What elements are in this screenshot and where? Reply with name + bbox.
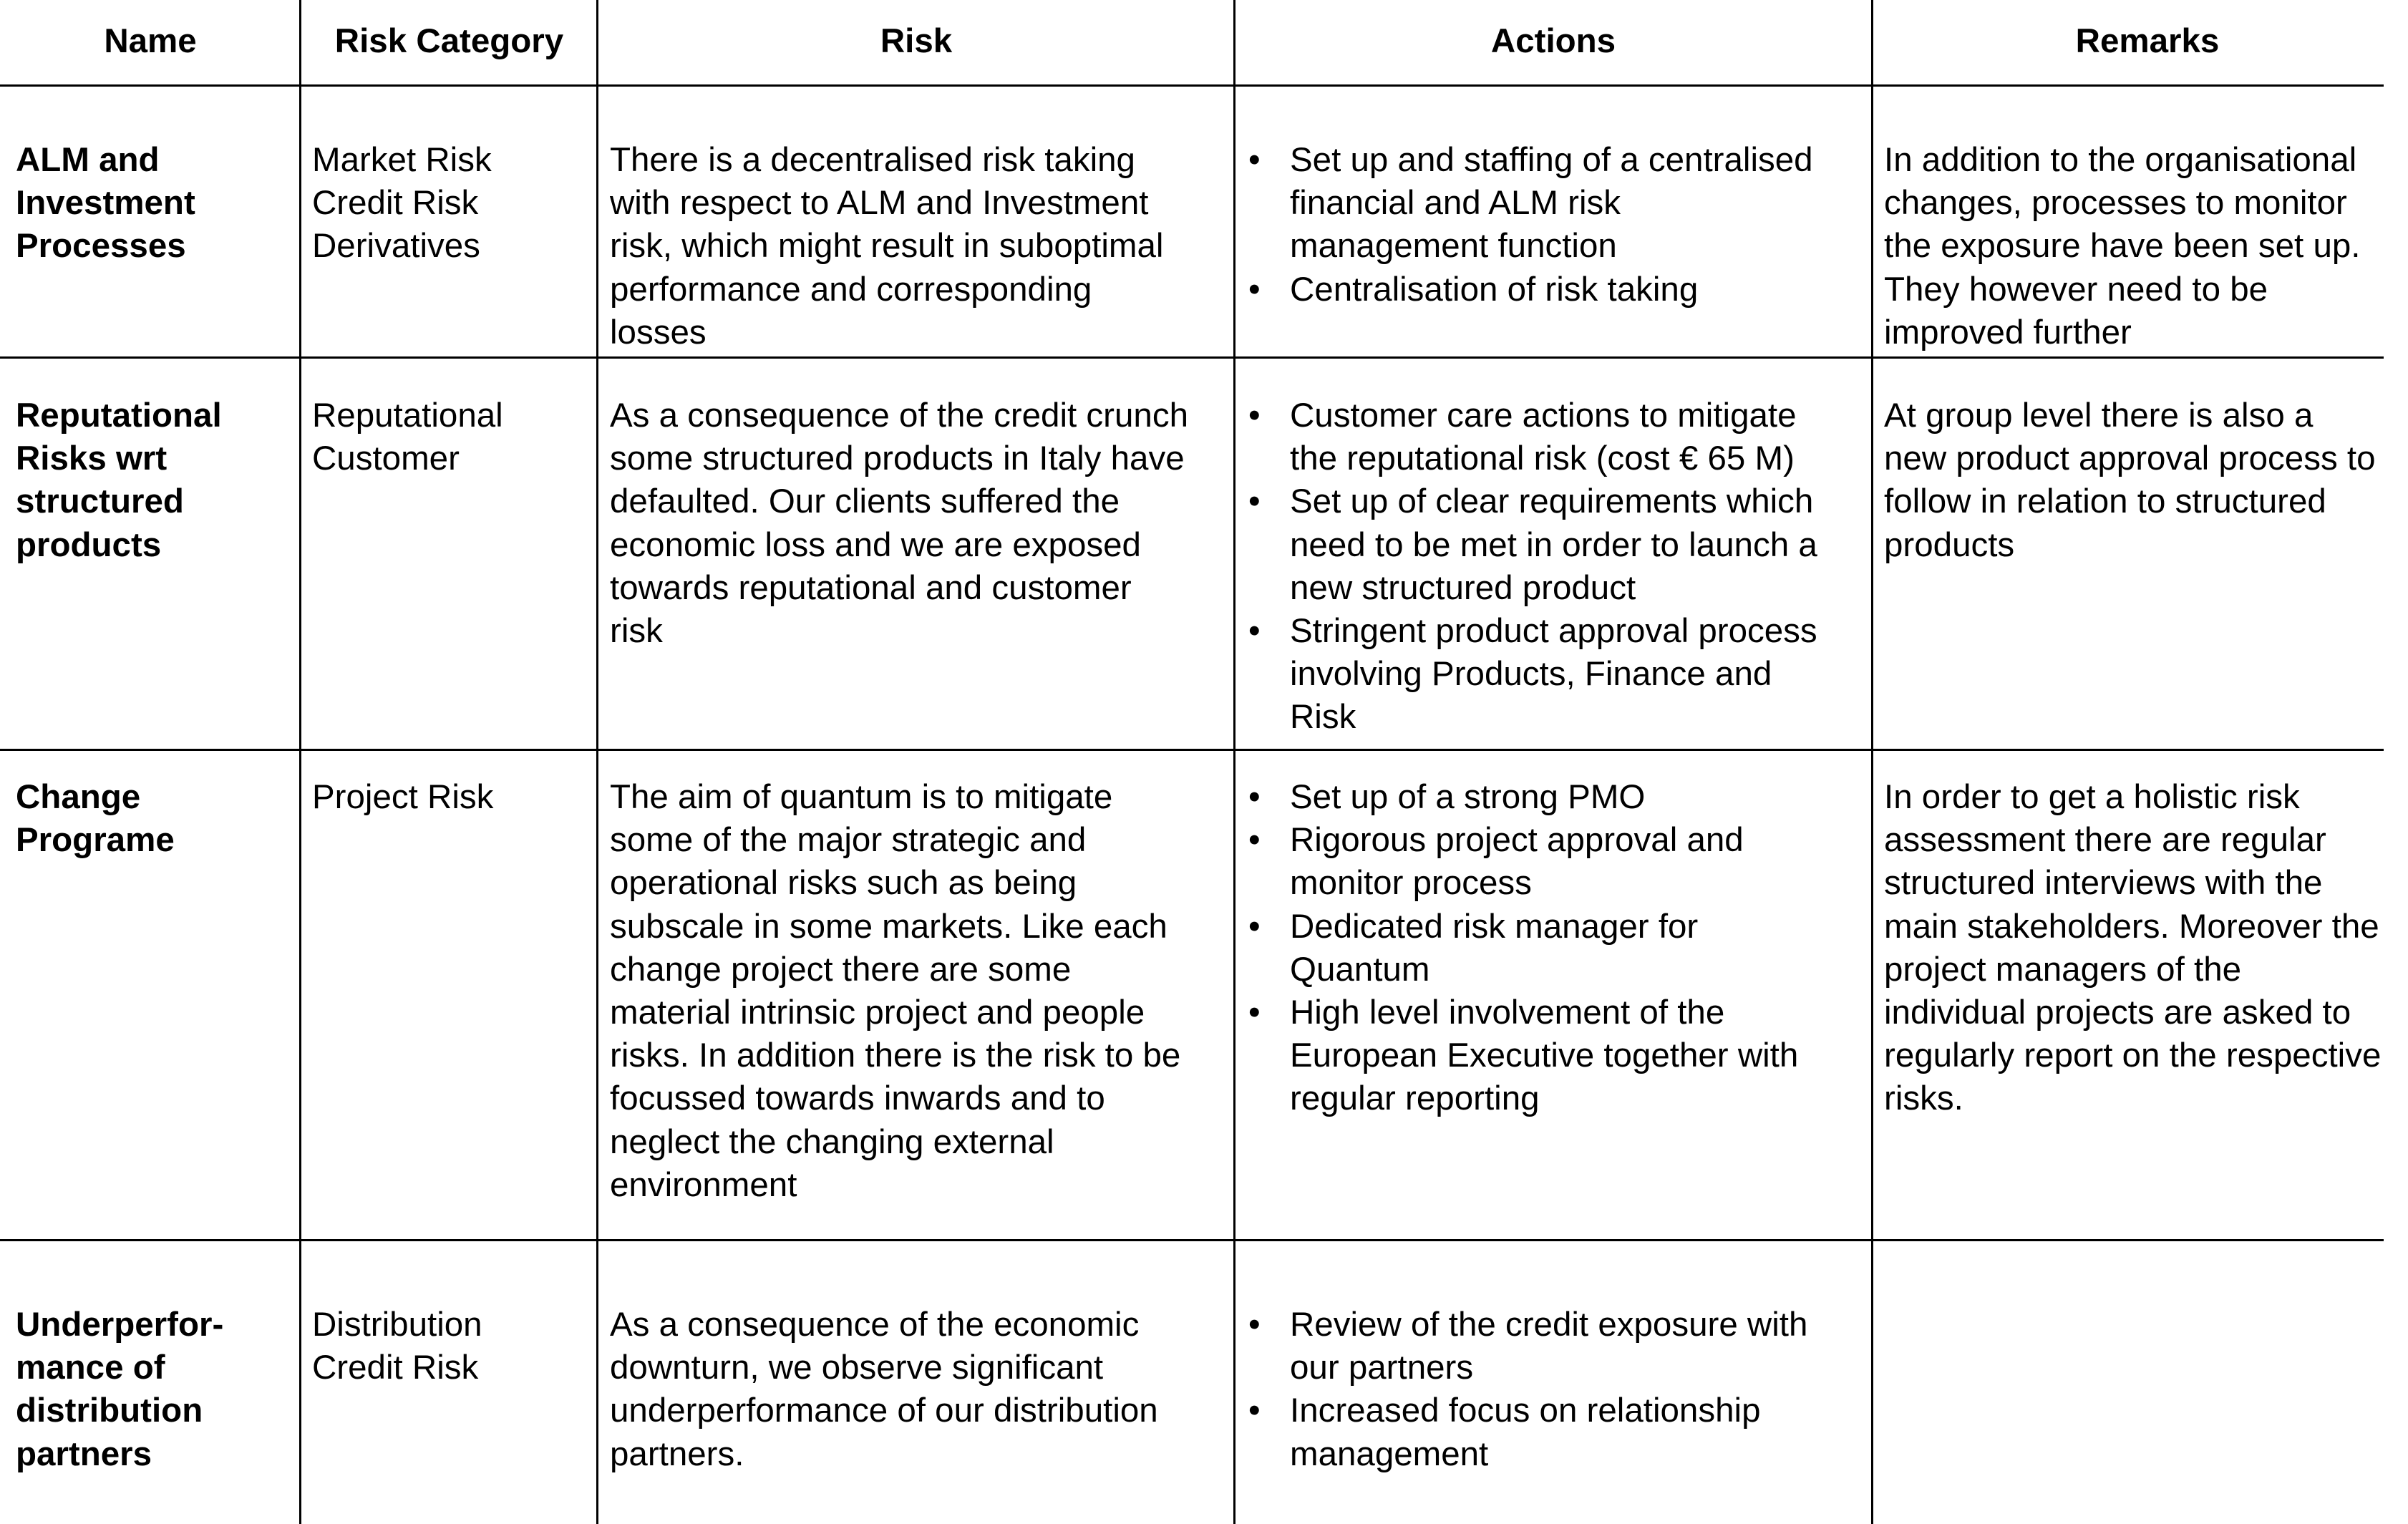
action-item: • Stringent product approval process involving Products, Finance and Risk [1238, 610, 1872, 739]
action-item: • Centralisation of risk taking [1238, 268, 1872, 311]
header-actions: Actions [1490, 22, 1616, 60]
row-remarks: In order to get a holistic risk assessment there are regular structured interviews with the main stakeholders. Moreover the project managers of the individual projects are asked to regularly report on the respective risks. [1884, 778, 2382, 1118]
row-name: Reputational Risks wrt structured products [16, 397, 222, 564]
action-item: • Set up and staffing of a centralised financial and ALM risk management function [1238, 139, 1872, 268]
action-item: • Review of the credit exposure with our partners [1238, 1304, 1872, 1389]
row-name: Change Programe [16, 778, 175, 860]
row-actions [1238, 394, 1872, 739]
action-item: • Customer care actions to mitigate the reputational risk (cost € 65 M) [1238, 394, 1872, 480]
row-category: Project Risk [312, 778, 494, 816]
row-risk: As a consequence of the economic downturn, we observe significant underperformance of our distribution partners. [610, 1306, 1158, 1473]
header-name: Name [104, 22, 197, 60]
row-risk: As a consequence of the credit crunch some structured products in Italy have defaulted. Our clients suffered the economic loss and we are exposed towards reputational and customer risk [610, 397, 1188, 651]
action-item: • Set up of clear requirements which need to be met in order to launch a new structured product [1238, 480, 1872, 610]
row-actions [1238, 139, 1872, 311]
header-risk-category: Risk Category [334, 22, 564, 60]
row-remarks: In addition to the organisational changes, processes to monitor the exposure have been set up. They however need to be improved further [1884, 141, 2361, 351]
table-rule [0, 749, 2384, 751]
row-category: Reputational Customer [312, 397, 503, 478]
action-item: • High level involvement of the European Executive together with regular reporting [1238, 991, 1872, 1121]
table-rule [0, 84, 2384, 87]
row-remarks: At group level there is also a new product approval process to follow in relation to structured products [1884, 397, 2376, 564]
row-category: Market Risk Credit Risk Derivatives [312, 141, 492, 266]
column-divider [596, 0, 598, 1524]
action-item: • Set up of a strong PMO [1238, 776, 1872, 819]
row-name: ALM and Investment Processes [16, 141, 195, 266]
action-item: • Rigorous project approval and monitor process [1238, 819, 1872, 905]
row-risk: There is a decentralised risk taking with respect to ALM and Investment risk, which might result in suboptimal performance and corresponding losses [610, 141, 1164, 351]
header-remarks: Remarks [2075, 22, 2220, 60]
row-actions [1238, 1304, 1872, 1476]
action-item: • Dedicated risk manager for Quantum [1238, 906, 1872, 991]
column-divider [299, 0, 301, 1524]
table-rule [0, 1239, 2384, 1241]
table-rule [0, 356, 2384, 359]
row-name: Underperfor- mance of distribution partners [16, 1306, 224, 1473]
action-item: • Increased focus on relationship management [1238, 1389, 1872, 1475]
header-risk: Risk [880, 22, 953, 60]
column-divider [1233, 0, 1235, 1524]
row-category: Distribution Credit Risk [312, 1306, 482, 1387]
row-actions [1238, 776, 1872, 1121]
row-risk: The aim of quantum is to mitigate some of the major strategic and operational risks such as being subscale in some markets. Like each change project there are some material intrinsic project and people risks. In addition there is the risk to be focussed towards inwards and to neglect the changing external environment [610, 778, 1181, 1204]
